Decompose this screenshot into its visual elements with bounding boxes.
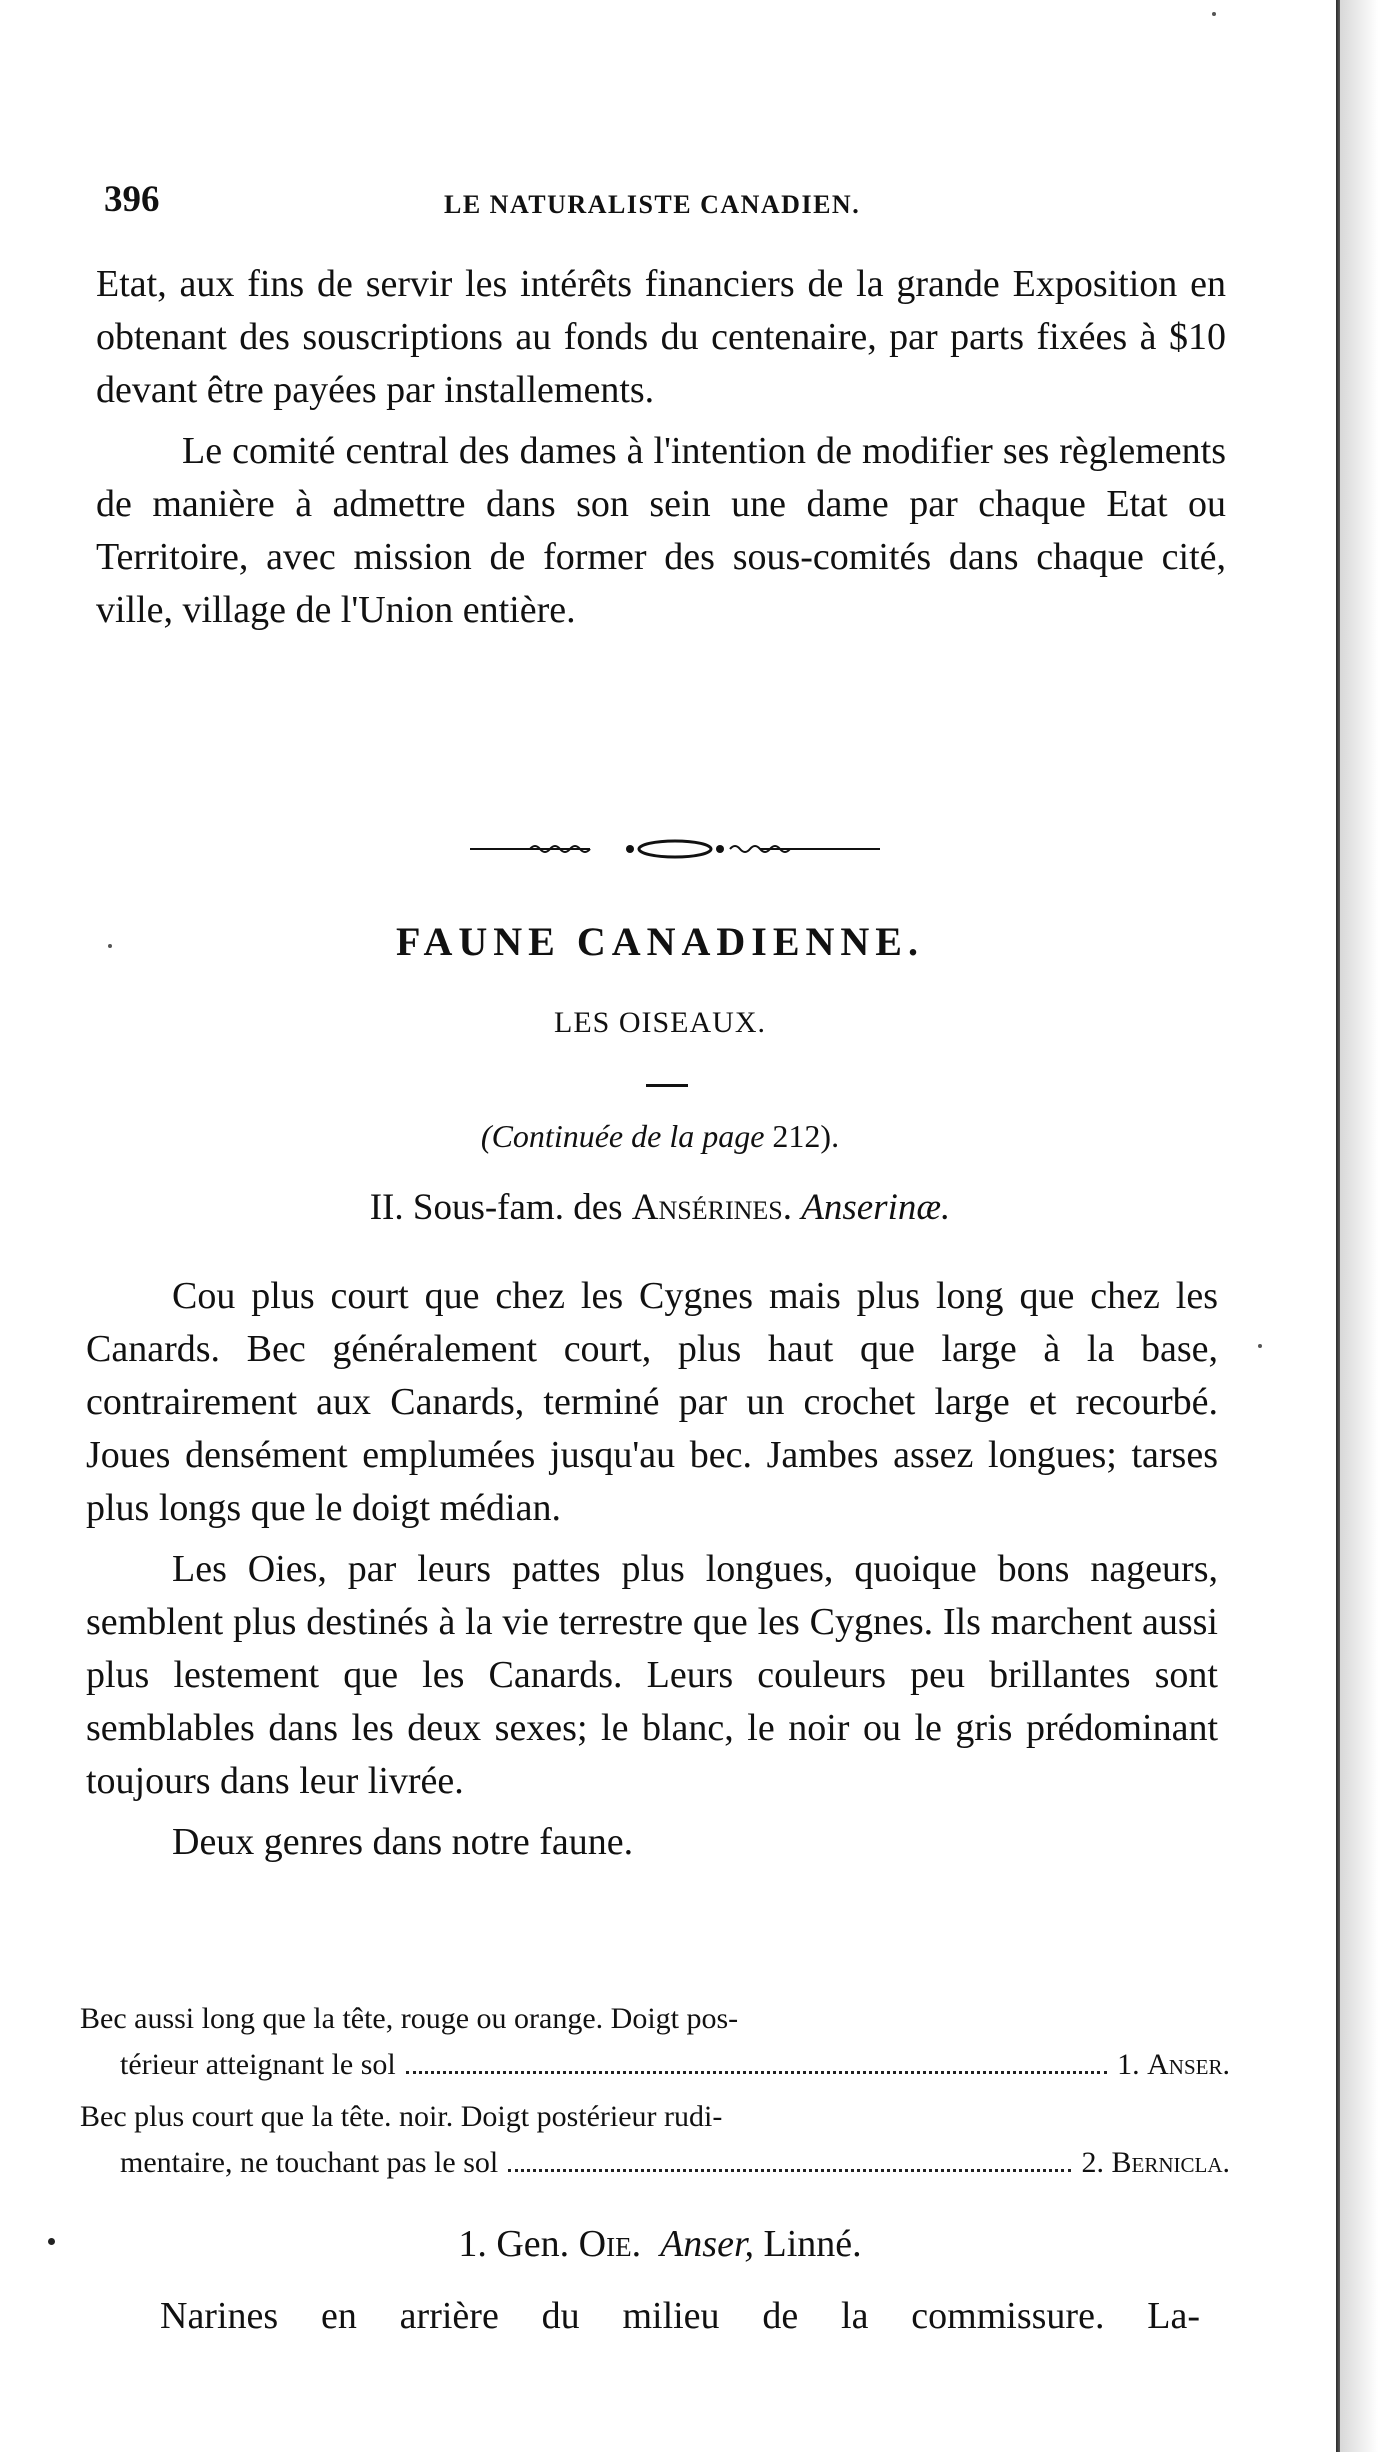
subfamily-heading: [0, 1186, 1320, 1229]
genus-author: Linné.: [763, 2223, 862, 2265]
paper-speck: [108, 944, 112, 948]
genus-number: 1.: [458, 2223, 487, 2265]
key-genus: Bernicla.: [1111, 2146, 1230, 2179]
intro-paragraph-1: Etat, aux fins de servir les intérêts financiers de la grande Exposition en obtenant des souscriptions au fonds du centenaire, par parts fixées à $10 devant être payées par installements.: [96, 263, 1226, 411]
key-row: [80, 2094, 1230, 2186]
section-title: FAUNE CANADIENNE.: [396, 919, 924, 964]
page-margin-shadow: [1340, 0, 1378, 2452]
continuation-line: Narines en arrière du milieu de la commissure. La-: [160, 2295, 1200, 2337]
key-text: térieur atteignant le sol: [120, 2048, 396, 2081]
genus-heading: [0, 2222, 1320, 2266]
subfamily-text: Sous-fam. des: [412, 1187, 623, 1228]
key-text: mentaire, ne touchant pas le sol: [120, 2146, 499, 2179]
key-result: [1081, 2140, 1230, 2186]
key-row: [80, 1996, 1230, 2088]
subfamily-latin: Anserinæ.: [801, 1187, 951, 1228]
dot-leader: [508, 2169, 1071, 2172]
continued-note: [0, 1118, 1320, 1155]
genus-name: Oie.: [578, 2223, 642, 2265]
key-number: 2.: [1081, 2146, 1104, 2179]
key-genus: Anser.: [1147, 2048, 1230, 2081]
intro-paragraph-2: Le comité central des dames à l'intention de modifier ses règlements de manière à admettre dans son sein une dame par chaque Etat ou Territoire, avec mission de former des sous-comités dans chaque cité, ville, village de l'Union entière.: [96, 430, 1226, 631]
key-line-1: Bec aussi long que la tête, rouge ou orange. Doigt pos-: [80, 2002, 739, 2035]
section-subtitle: LES OISEAUX.: [554, 1006, 766, 1039]
body-text: [86, 1270, 1218, 1869]
body-paragraph-2: Les Oies, par leurs pattes plus longues, quoique bons nageurs, semblent plus destinés à la vie terrestre que les Cygnes. Ils marchent aussi plus lestement que les Canards. Leurs couleurs peu brillantes sont semblables dans les deux sexes; le blanc, le noir ou le gris prédominant toujours dans leur livrée.: [86, 1548, 1218, 1802]
subfamily-number: II.: [369, 1187, 404, 1228]
key-line-2: [120, 2140, 1230, 2186]
paper-speck: [1212, 12, 1216, 16]
intro-text: [96, 258, 1226, 637]
continued-suffix: ).: [820, 1118, 840, 1154]
page-header: [104, 178, 1214, 228]
paper-speck: [1258, 1344, 1262, 1348]
key-result: [1117, 2042, 1230, 2088]
body-paragraph-1: Cou plus court que chez les Cygnes mais plus long que chez les Canards. Bec généralement court, plus haut que large à la base, contrairement aux Canards, terminé par un crochet large et recourbé. Joues densément emplumées jusqu'au bec. Jambes assez longues; tarses plus longs que le doigt médian.: [86, 1275, 1218, 1529]
dot-leader: [406, 2071, 1107, 2074]
key-number: 1.: [1117, 2048, 1140, 2081]
body-paragraph-3: Deux genres dans notre faune.: [172, 1821, 634, 1863]
genus-latin: Anser,: [660, 2223, 755, 2265]
continued-page: 212: [772, 1118, 821, 1154]
subfamily-name: Ansérines.: [631, 1187, 792, 1228]
genus-label: Gen.: [496, 2223, 570, 2265]
genus-key: [80, 1996, 1230, 2186]
decorative-divider-ornament: [470, 834, 880, 864]
title-dash: [646, 1084, 688, 1087]
page-number: 396: [104, 179, 160, 220]
key-line-2: [120, 2042, 1230, 2088]
continued-prefix: (Continuée de la page: [480, 1118, 765, 1154]
running-head: LE NATURALISTE CANADIEN.: [444, 190, 861, 219]
key-line-1: Bec plus court que la tête. noir. Doigt postérieur rudi-: [80, 2100, 723, 2133]
